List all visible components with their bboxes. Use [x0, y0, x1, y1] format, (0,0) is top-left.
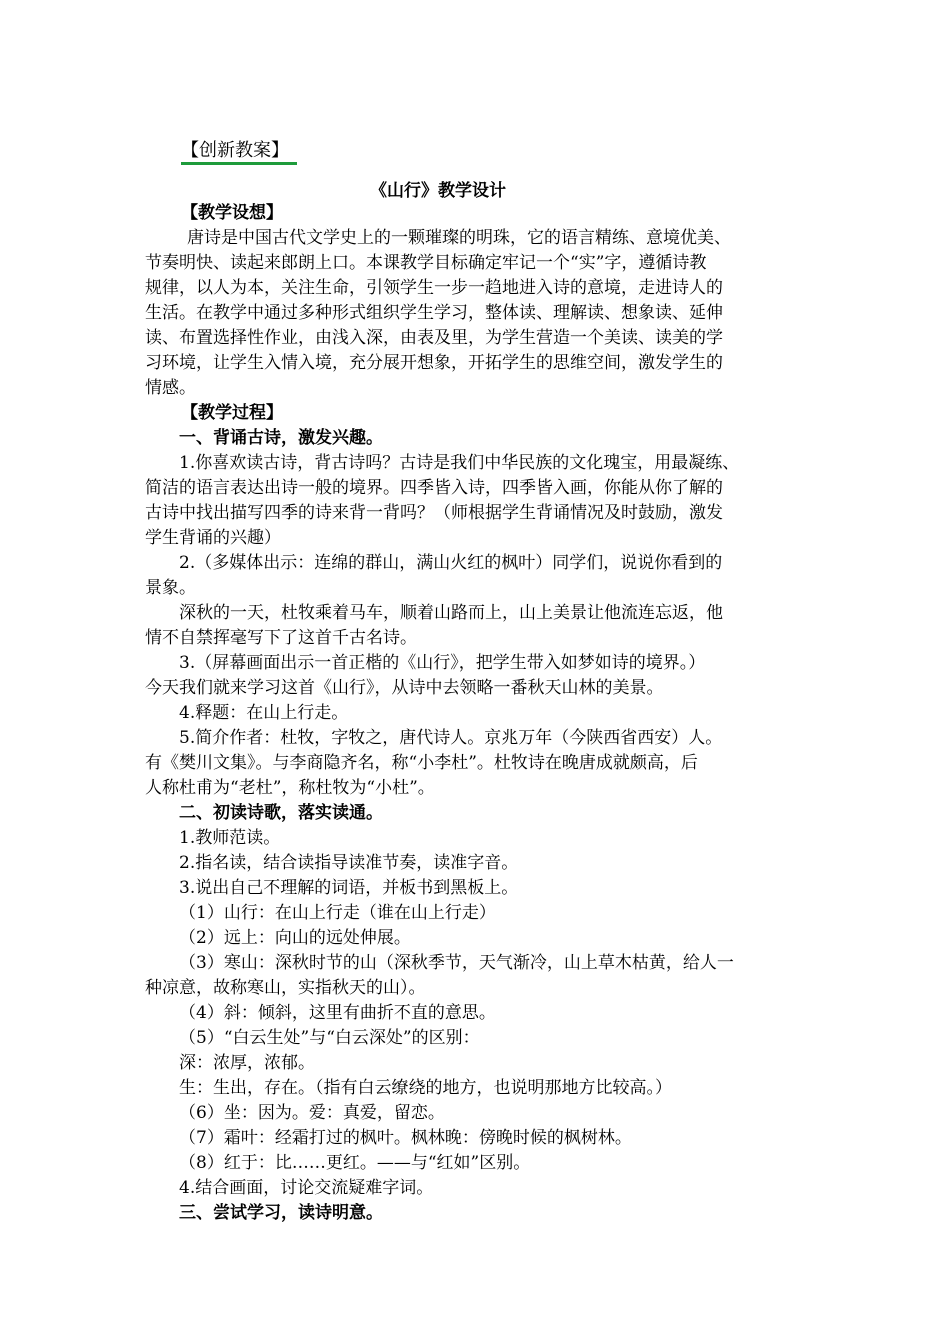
text-line: （1）山行：在山上行走（谁在山上行走） — [179, 903, 496, 923]
text-line: 情感。 — [145, 378, 196, 398]
text-line: 人称杜甫为“老杜”，称杜牧为“小杜”。 — [145, 778, 435, 798]
text-line: 有《樊川文集》。与李商隐齐名，称“小李杜”。杜牧诗在晚唐成就颇高，后 — [145, 753, 698, 773]
doc-title: 《山行》教学设计 — [370, 181, 506, 201]
text-line: 唐诗是中国古代文学史上的一颗璀璨的明珠，它的语言精练、意境优美、 — [187, 228, 731, 248]
text-line: 生活。在教学中通过多种形式组织学生学习，整体读、理解读、想象读、延伸 — [145, 303, 723, 323]
text-line: 3.说出自己不理解的词语，并板书到黑板上。 — [179, 878, 519, 898]
tag-underline — [181, 162, 297, 165]
text-line: 古诗中找出描写四季的诗来背一背吗？（师根据学生背诵情况及时鼓励，激发 — [145, 503, 723, 523]
text-line: （3）寒山：深秋时节的山（深秋季节，天气渐冷，山上草木枯黄，给人一 — [179, 953, 734, 973]
text-line: 2.指名读，结合读指导读准节奏，读准字音。 — [179, 853, 519, 873]
text-line: 节奏明快、读起来郎朗上口。本课教学目标确定牢记一个“实”字，遵循诗教 — [145, 253, 707, 273]
text-line: 种凉意，故称寒山，实指秋天的山）。 — [145, 978, 426, 998]
text-line: 今天我们就来学习这首《山行》，从诗中去领略一番秋天山林的美景。 — [145, 678, 664, 698]
text-line: （8）红于：比……更红。——与“红如”区别。 — [179, 1153, 531, 1173]
doc-body — [145, 201, 810, 1226]
text-line: 1.你喜欢读古诗，背古诗吗？古诗是我们中华民族的文化瑰宝，用最凝练、 — [179, 453, 740, 473]
text-line: 4.结合画面，讨论交流疑难字词。 — [179, 1178, 434, 1198]
text-line: 学生背诵的兴趣） — [145, 528, 281, 548]
text-line: 景象。 — [145, 578, 196, 598]
text-line: 生：生出，存在。（指有白云缭绕的地方，也说明那地方比较高。） — [179, 1078, 672, 1098]
text-line: （6）坐：因为。爱：真爱，留恋。 — [179, 1103, 445, 1123]
section-heading: 【教学过程】 — [181, 403, 283, 423]
text-line: （5）“白云生处”与“白云深处”的区别： — [179, 1028, 480, 1048]
text-line: 读、布置选择性作业，由浅入深，由表及里，为学生营造一个美读、读美的学 — [145, 328, 723, 348]
text-line: （2）远上：向山的远处伸展。 — [179, 928, 411, 948]
section-heading: 二、初读诗歌，落实读通。 — [179, 803, 383, 823]
text-line: 习环境，让学生入情入境，充分展开想象，开拓学生的思维空间，激发学生的 — [145, 353, 723, 373]
text-line: 简洁的语言表达出诗一般的境界。四季皆入诗，四季皆入画，你能从你了解的 — [145, 478, 723, 498]
text-line: （7）霜叶：经霜打过的枫叶。枫林晚：傍晚时候的枫树林。 — [179, 1128, 632, 1148]
section-heading: 一、背诵古诗，激发兴趣。 — [179, 428, 383, 448]
text-line: （4）斜：倾斜，这里有曲折不直的意思。 — [179, 1003, 496, 1023]
text-line: 深秋的一天，杜牧乘着马车，顺着山路而上，山上美景让他流连忘返，他 — [179, 603, 723, 623]
text-line: 5.简介作者：杜牧，字牧之，唐代诗人。京兆万年（今陕西省西安）人。 — [179, 728, 723, 748]
text-line: 4.释题：在山上行走。 — [179, 703, 349, 723]
text-line: 2.（多媒体出示：连绵的群山，满山火红的枫叶）同学们，说说你看到的 — [179, 553, 723, 573]
text-line: 深：浓厚，浓郁。 — [179, 1053, 315, 1073]
section-heading: 三、尝试学习，读诗明意。 — [179, 1203, 383, 1223]
text-line: 规律，以人为本，关注生命，引领学生一步一趋地进入诗的意境，走进诗人的 — [145, 278, 723, 298]
text-line: 1.教师范读。 — [179, 828, 281, 848]
section-heading: 【教学设想】 — [181, 203, 283, 223]
text-line: 3.（屏幕画面出示一首正楷的《山行》，把学生带入如梦如诗的境界。） — [179, 653, 706, 673]
innovation-tag: 【创新教案】 — [181, 140, 289, 161]
text-line: 情不自禁挥毫写下了这首千古名诗。 — [145, 628, 417, 648]
